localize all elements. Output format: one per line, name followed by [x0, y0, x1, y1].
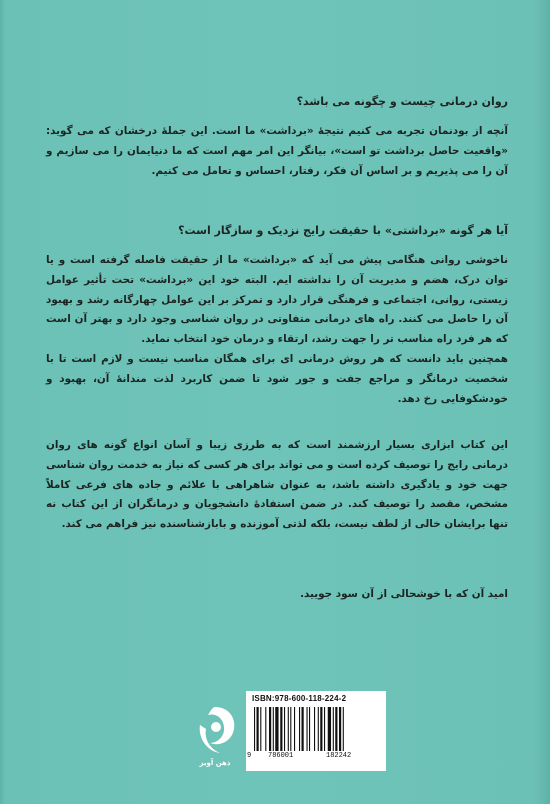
question-heading-1: روان درمانی چیست و چگونه می باشد؟ — [296, 95, 508, 108]
question-heading-2: آیا هر گونه «برداشتی» با حقیقت رایج نزدیک و سازگار است؟ — [178, 224, 508, 237]
paragraph-4: این کتاب ابزاری بسیار ارزشمند است که به طرزی زیبا و آسان انواع گونه های روان درمانی رایج را توصیف کرده است و می تواند برای هر کسی که نیاز به خدمت روان شناسی جهت خود و یادگیری داشته باشد، به عنوان شاهراهی با علائم و جاده های فرعی کاملاً مشخص، مقصد را توصیف کند. در ضمن استفادهٔ دانشجویان و درمانگران از این کتاب نه تنها برایشان خالی از لطف نیست، بلکه لذتی آموزنده و بابازشناسنده نیز فراهم می کند. — [46, 439, 508, 531]
isbn-text: ISBN:978-600-118-224-2 — [252, 694, 347, 703]
paragraph-2: ناخوشی روانی هنگامی پیش می آید که «برداشت» ما از حقیقت فاصله گرفته است و یا توان درک، هضم و مدیریت آن را نداشته ایم. البته خود این «برداشت» تحت تأثیر عوامل زیستی، روانی، اجتماعی و فرهنگی قرار دارد و تمرکز بر این عوامل چهارگانه رشد و بهبود آن را حاصل می کنند. راه های درمانی متفاوتی در روان شناسی وجود دارد و بهتر آن است که هر فرد راه مناسب تر را جهت رشد، ارتقاء و درمان خود انتخاب نماید. همچنین باید دانست که هر روش درمانی ای برای همگان مناسب نیست و لازم است تا با شخصیت درمانگر و مراجع جفت و جور شود تا ضمن کاربرد لذت مندانهٔ آن، بهبود و خودشکوفایی رخ دهد. — [46, 251, 508, 409]
publisher-name: ذهن آویز — [199, 759, 231, 767]
barcode-bars-icon — [254, 707, 378, 751]
barcode — [246, 691, 386, 771]
paragraph-1: آنچه از بودنمان تجربه می کنیم نتیجهٔ «برداشت» ما است. این جملهٔ درخشان که می گوید: «واقعیت حاصل برداشت تو است»، بیانگر این امر مهم است که ما دنیایمان را می سازیم و آن را می پذیریم و بر اساس آن فکر، رفتار، احساس و تعامل می کنیم. — [46, 125, 508, 177]
paragraph-3: همچنین باید دانست که هر روش درمانی ای برای همگان مناسب نیست و لازم است تا با شخصیت درمانگر و مراجع جفت و جور شود تا ضمن کاربرد لذت مندانهٔ آن، بهبود و خودشکوفایی رخ دهد. — [46, 352, 508, 405]
barcode-digits-left: 786001 — [268, 752, 294, 760]
closing-line: امید آن که با خوشحالی از آن سود جویید. — [300, 588, 508, 600]
barcode-digit-lead: 9 — [247, 752, 252, 760]
barcode-digits-right: 182242 — [326, 752, 352, 760]
